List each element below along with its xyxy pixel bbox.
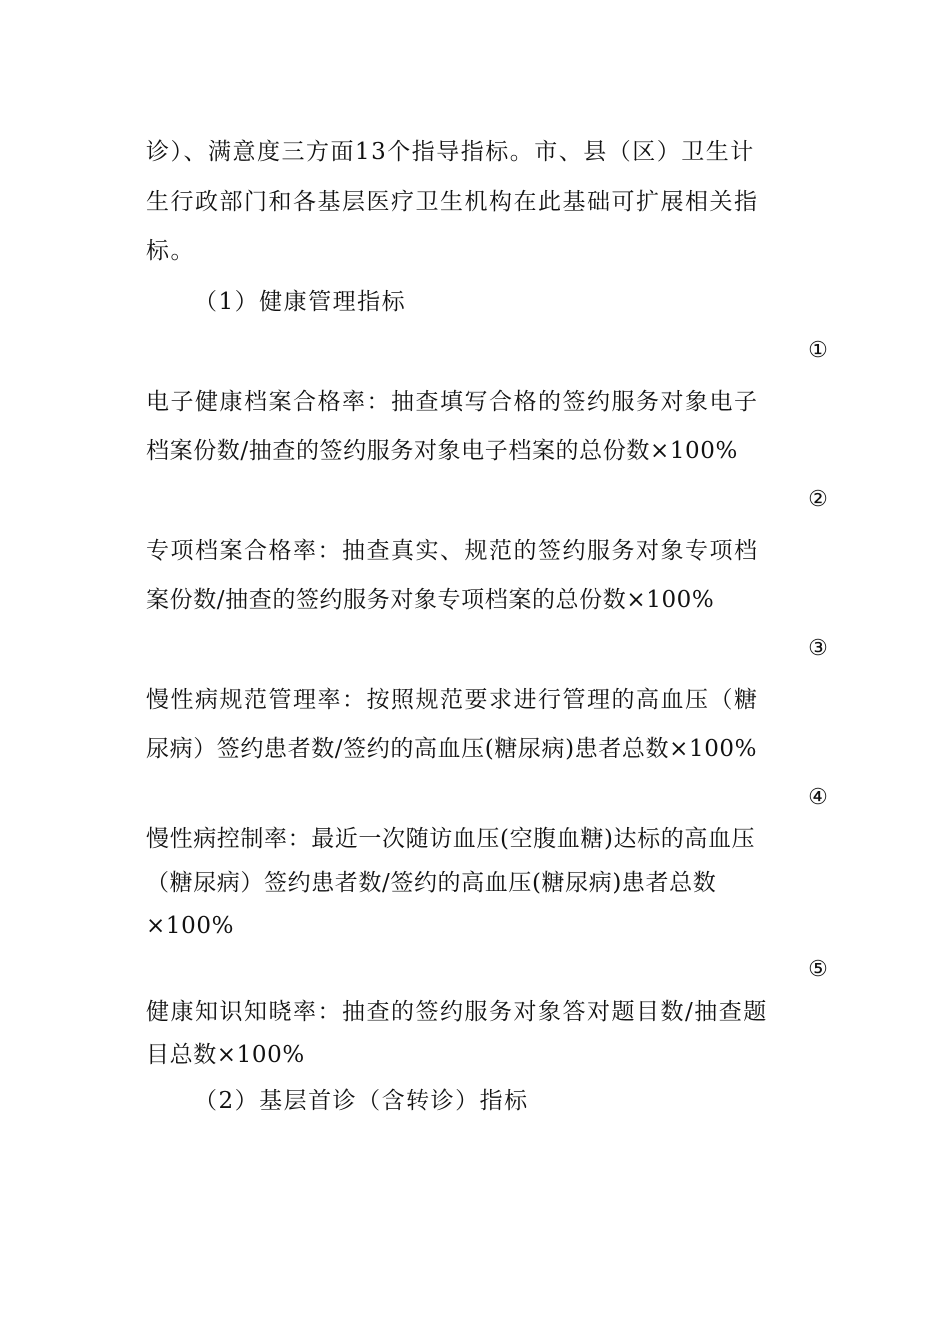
section-heading-health-management: （1）健康管理指标 bbox=[194, 289, 407, 315]
item-marker-5: ⑤ bbox=[808, 957, 828, 982]
item-5-line-1: 健康知识知晓率：抽查的签约服务对象答对题目数/抽查题 bbox=[146, 999, 768, 1025]
item-1-line-1: 电子健康档案合格率：抽查填写合格的签约服务对象电子 bbox=[146, 389, 759, 415]
item-4-line-1: 慢性病控制率：最近一次随访血压(空腹血糖)达标的高血压 bbox=[146, 826, 756, 852]
item-2-line-1: 专项档案合格率：抽查真实、规范的签约服务对象专项档 bbox=[146, 538, 759, 564]
item-marker-2: ② bbox=[808, 487, 828, 512]
item-3-line-2: 尿病）签约患者数/签约的高血压(糖尿病)患者总数×100% bbox=[146, 736, 758, 762]
item-1-line-2: 档案份数/抽查的签约服务对象电子档案的总份数×100% bbox=[146, 438, 738, 464]
item-4-line-2: （糖尿病）签约患者数/签约的高血压(糖尿病)患者总数 bbox=[146, 870, 717, 896]
intro-line-3: 标。 bbox=[146, 238, 195, 264]
section-heading-primary-first-visit: （2）基层首诊（含转诊）指标 bbox=[194, 1088, 529, 1114]
item-4-line-3: ×100% bbox=[146, 913, 235, 939]
item-5-line-2: 目总数×100% bbox=[146, 1042, 305, 1068]
item-2-line-2: 案份数/抽查的签约服务对象专项档案的总份数×100% bbox=[146, 587, 715, 613]
intro-line-1: 诊）、满意度三方面13个指导指标。市、县（区）卫生计 bbox=[146, 139, 755, 165]
item-3-line-1: 慢性病规范管理率：按照规范要求进行管理的高血压（糖 bbox=[146, 687, 759, 713]
item-marker-1: ① bbox=[808, 338, 828, 363]
item-marker-4: ④ bbox=[808, 785, 828, 810]
item-marker-3: ③ bbox=[808, 636, 828, 661]
intro-line-2: 生行政部门和各基层医疗卫生机构在此基础可扩展相关指 bbox=[146, 189, 759, 215]
